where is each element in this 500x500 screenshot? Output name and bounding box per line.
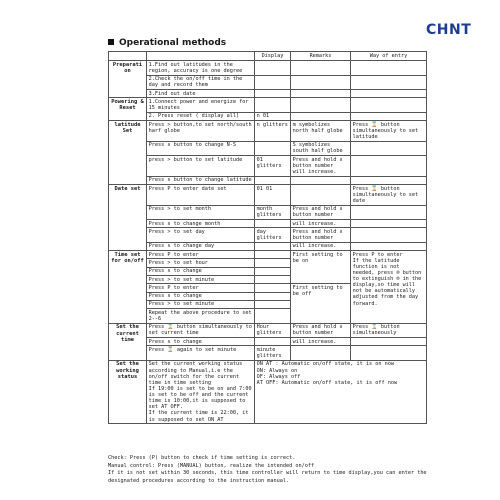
section-label: Time set for on/off [109, 251, 147, 324]
step-cell: Press > to set minute [147, 275, 255, 283]
section-label: Set the current time [109, 323, 147, 360]
header-display: Display [255, 52, 291, 61]
section-label: latitude Set [109, 121, 147, 185]
step-cell: Repeat the above procedure to set 2--6 [147, 309, 255, 323]
remarks-cell: will increase. [291, 219, 351, 227]
footer-notes: Check: Press (P) button to check if time setting is correct. Manual control: Press (MANUAL) button, realize the intended on/off If it is not set within 30 seconds, this time controller will return to time display,you can enter the designated procedures according to the instruction manual. [108, 455, 427, 484]
header-remarks: Remarks [291, 52, 351, 61]
remarks-cell [291, 176, 351, 184]
section-label: Date set [109, 184, 147, 250]
section-title [108, 38, 226, 48]
step-cell: Press > to set day [147, 228, 255, 242]
table-row [109, 98, 427, 112]
table-row [109, 323, 427, 337]
title-text: Operational methods [119, 38, 227, 48]
display-cell [255, 275, 291, 283]
table-row [109, 251, 427, 259]
table-row [109, 338, 427, 346]
display-cell [255, 338, 291, 346]
bullet-square-icon [108, 39, 114, 45]
section-label: Powering & Reset [109, 98, 147, 121]
entry-cell [351, 112, 427, 120]
display-cell [255, 98, 291, 112]
table-row [109, 121, 427, 142]
step-cell: Press ∧ to change day [147, 242, 255, 250]
display-cell [255, 176, 291, 184]
step-cell: Press > to set month [147, 205, 255, 219]
remarks-cell: Press and hold ∧ button number [291, 323, 351, 337]
display-cell: day glitters [255, 228, 291, 242]
step-cell: 2. Press reset ( display all) [147, 112, 255, 120]
step-cell: Press ⌛ button simultaneously to set current time [147, 323, 255, 337]
table-row [109, 228, 427, 242]
entry-cell [351, 205, 427, 219]
entry-cell [351, 156, 427, 177]
remarks-cell [291, 98, 351, 112]
working-right: ON AT : Automatic on/off state, it is on now ON: Always on OF: Always off AT OFF: Automatic on/off state, it is off now [255, 360, 427, 423]
step-cell: Press ∧ to change [147, 338, 255, 346]
header-way-of-entry: Way of entry [351, 52, 427, 61]
display-cell [255, 284, 291, 292]
step-cell: Press ⌛ again to set minute [147, 346, 255, 360]
entry-cell [351, 90, 427, 98]
table-row [109, 141, 427, 155]
display-cell: n 01 [255, 112, 291, 120]
table-row [109, 219, 427, 227]
remarks-cell [291, 184, 351, 205]
table-row [109, 205, 427, 219]
table-row [109, 242, 427, 250]
header-row [109, 52, 427, 61]
remarks-cell [291, 75, 351, 89]
display-cell [255, 259, 291, 267]
entry-cell [351, 346, 427, 360]
step-cell: Press ∧ button to change N-S [147, 141, 255, 155]
display-cell: month glitters [255, 205, 291, 219]
step-cell: 3.Find out date [147, 90, 255, 98]
table-row [109, 176, 427, 184]
entry-cell [351, 141, 427, 155]
step-cell: Press P to enter [147, 251, 255, 259]
table-row [109, 184, 427, 205]
table-row [109, 112, 427, 120]
table-row [109, 156, 427, 177]
section-label: Set the working status [109, 360, 147, 423]
step-cell: Press > to set minute [147, 300, 255, 308]
remarks-cell: First setting to be off [291, 284, 351, 323]
header-cell [109, 52, 147, 61]
table-row [109, 346, 427, 360]
entry-cell [351, 61, 427, 75]
remarks-cell: m symbolizes north half globe [291, 121, 351, 142]
section-label: Preparati on [109, 61, 147, 98]
remarks-cell: will increase. [291, 338, 351, 346]
step-cell: 2.Check the on/off time in the day and record them [147, 75, 255, 89]
display-cell: n glitters [255, 121, 291, 142]
entry-cell [351, 219, 427, 227]
entry-cell: Press ⌛ button simultaneously [351, 323, 427, 337]
entry-cell: Press P to enter If the latitude function is not needed, press ® button to extinguish ® in the display,so time will not be automatically adjusted from the day forward. [351, 251, 427, 324]
table-row [109, 90, 427, 98]
remarks-cell: Press and hold ∧ button number [291, 205, 351, 219]
step-cell: 1.Connect power and energize for 15 minutes [147, 98, 255, 112]
working-left: Set the current working status according to Manual,i.e the on/off switch for the current time in time setting If 19:00 is set to be on and 7:00 is set to be off and the current time is 10:00,it is supposed to set AT OFF. If the current time is 22:00, it is supposed to set ON AT [147, 360, 255, 423]
display-cell: Hour glitters [255, 323, 291, 337]
remarks-cell: Press and hold ∧ button number [291, 228, 351, 242]
step-cell: Press P to enter [147, 284, 255, 292]
entry-cell [351, 176, 427, 184]
step-cell: Press ∧ button to change latitude [147, 176, 255, 184]
display-cell [255, 267, 291, 275]
display-cell [255, 219, 291, 227]
operations-table [108, 51, 427, 424]
display-cell [255, 141, 291, 155]
step-cell: Press > button,to set north/south harf globe [147, 121, 255, 142]
display-cell [255, 242, 291, 250]
display-cell [255, 292, 291, 300]
entry-cell: Press ⌛ button simultaneously to set date [351, 184, 427, 205]
display-cell [255, 251, 291, 259]
table-row [109, 360, 427, 423]
remarks-cell: First setting to be on [291, 251, 351, 284]
step-cell: Press P to enter date set [147, 184, 255, 205]
step-cell: press > button to set latitude [147, 156, 255, 177]
remarks-cell: will increase. [291, 242, 351, 250]
entry-cell: Press ⌛ button simultaneously to set latitude [351, 121, 427, 142]
step-cell: 1.Find out latitudes in the region, accuracy is one degree [147, 61, 255, 75]
remarks-cell [291, 112, 351, 120]
remarks-cell: S symbolizes south half globe [291, 141, 351, 155]
entry-cell [351, 98, 427, 112]
display-cell [255, 309, 291, 323]
header-cell [147, 52, 255, 61]
entry-cell [351, 338, 427, 346]
step-cell: Press ∧ to change [147, 267, 255, 275]
display-cell [255, 90, 291, 98]
table-body [109, 61, 427, 424]
remarks-cell [291, 346, 351, 360]
entry-cell [351, 242, 427, 250]
step-cell: Press ∧ to change [147, 292, 255, 300]
table-row [109, 61, 427, 75]
display-cell [255, 61, 291, 75]
display-cell: 01 01 [255, 184, 291, 205]
display-cell: minute glitters [255, 346, 291, 360]
table-row [109, 75, 427, 89]
step-cell: Press ∧ to change month [147, 219, 255, 227]
entry-cell [351, 228, 427, 242]
step-cell: Press > to set hour [147, 259, 255, 267]
brand-logo: CHNT [426, 22, 472, 38]
remarks-cell [291, 90, 351, 98]
remarks-cell [291, 61, 351, 75]
entry-cell [351, 75, 427, 89]
display-cell [255, 75, 291, 89]
display-cell [255, 300, 291, 308]
remarks-cell: Press and hold ∧ button number will increase. [291, 156, 351, 177]
display-cell: 01 glitters [255, 156, 291, 177]
